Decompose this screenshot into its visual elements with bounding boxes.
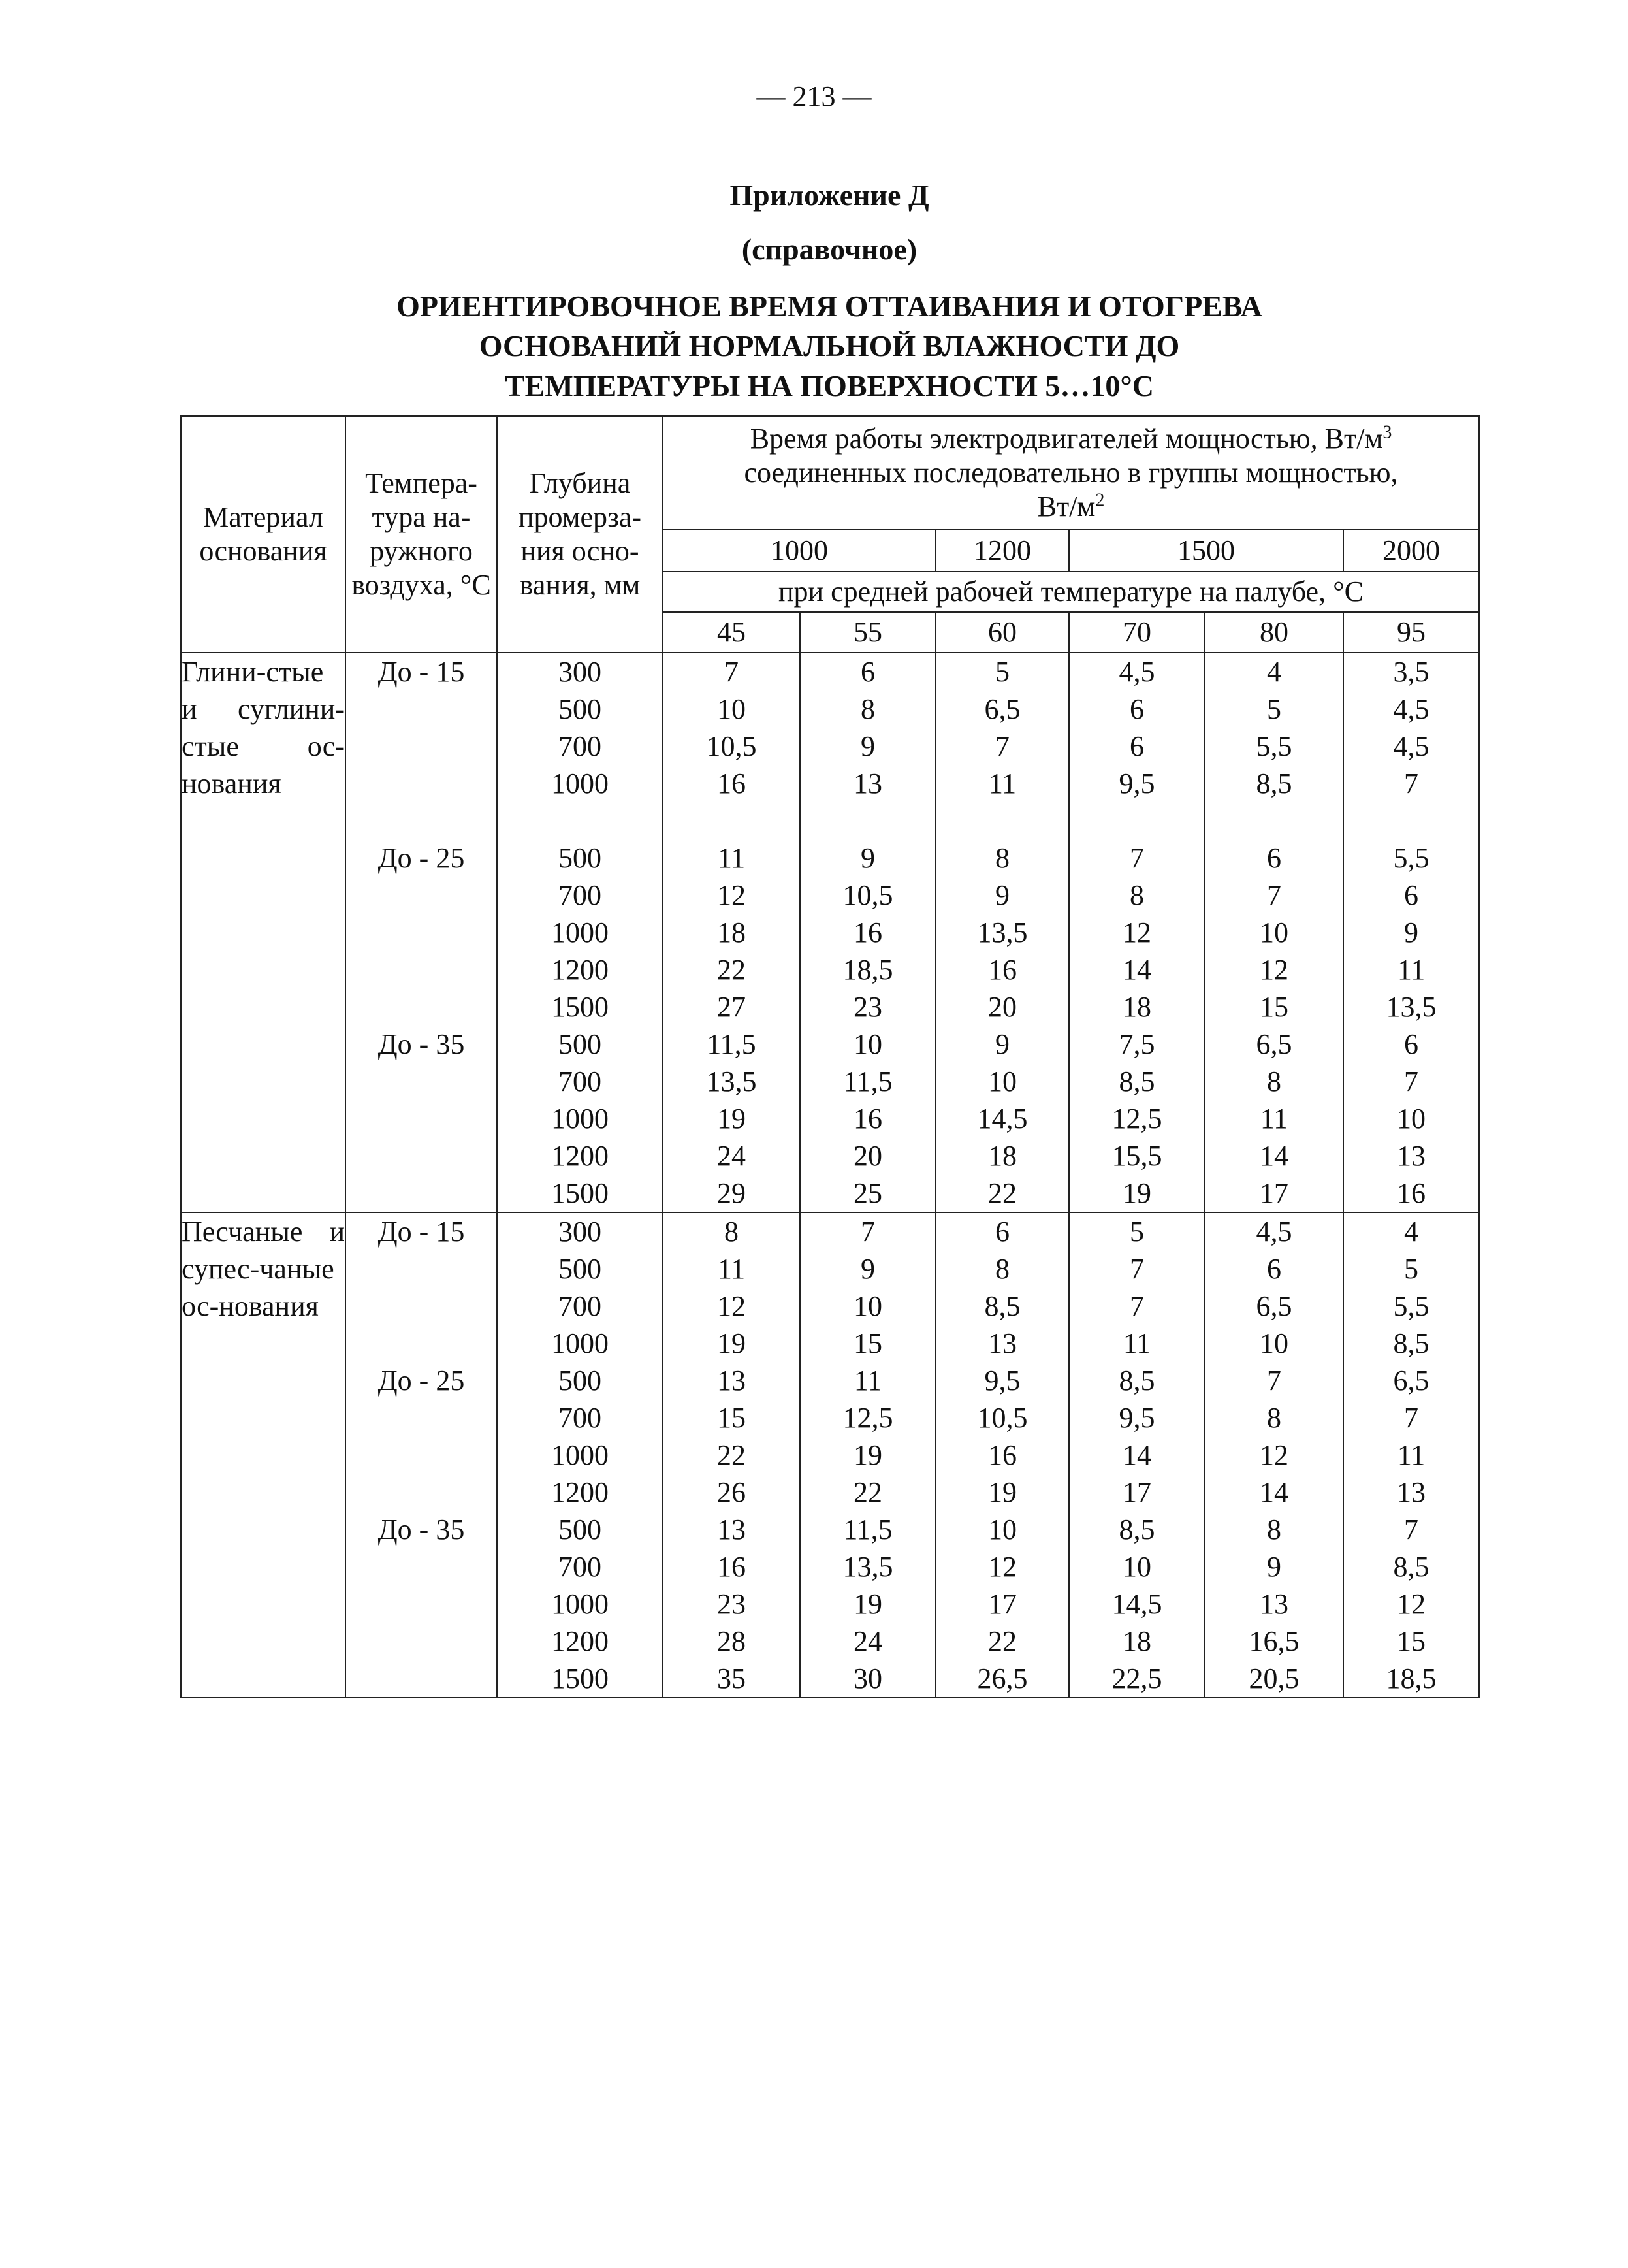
time-value: 13,5 [842,1551,893,1583]
depth-value: 500 [558,1365,601,1397]
time-value: 12 [717,879,746,911]
time-value: 8 [1130,879,1144,911]
header-deck-temperature: 80 [1205,612,1343,653]
time-value: 10,5 [977,1402,1028,1434]
time-value: 10 [988,1514,1017,1546]
time-value: 28 [717,1625,746,1657]
time-value: 16 [1397,1177,1426,1209]
thawing-time-table [180,415,1480,1698]
header-power-group: 2000 [1343,530,1479,572]
appendix-subtitle: (справочное) [741,233,918,266]
depth-value: 1000 [551,1103,609,1135]
time-value: 19 [854,1439,882,1471]
time-value: 8 [861,693,875,725]
time-value: 19 [717,1327,746,1359]
depth-value: 500 [558,693,601,725]
time-value: 9 [861,842,875,874]
depth-value: 1000 [551,916,609,948]
header-deck-temperature: 95 [1343,612,1479,653]
time-value: 11 [1260,1103,1288,1135]
time-value: 6,5 [1256,1028,1292,1060]
time-value: 20 [854,1140,882,1172]
time-value: 16 [717,768,746,800]
time-cell [1069,653,1205,1212]
time-value: 25 [854,1177,882,1209]
air-temperature-label: До - 35 [377,1514,465,1546]
depth-value: 700 [558,879,601,911]
time-value: 17 [1260,1177,1288,1209]
time-value: 7 [1130,1253,1144,1285]
time-value: 8 [995,1253,1010,1285]
time-value: 13 [854,768,882,800]
depth-value: 700 [558,1065,601,1097]
time-value: 10 [854,1290,882,1322]
time-value: 26,5 [977,1662,1028,1694]
time-value: 7 [1404,1065,1419,1097]
time-value: 13 [717,1514,746,1546]
time-value: 12 [988,1551,1017,1583]
depth-value: 700 [558,1290,601,1322]
time-value: 12 [717,1290,746,1322]
depth-value: 1200 [551,954,609,986]
air-temperature-cell [345,1212,497,1698]
time-value: 19 [1123,1177,1151,1209]
time-value: 9 [995,1028,1010,1060]
time-value: 6 [1404,1028,1419,1060]
depth-cell [497,653,663,1212]
time-value: 10 [1260,1327,1288,1359]
time-value: 8,5 [1119,1514,1155,1546]
time-value: 3,5 [1393,656,1429,688]
time-value: 12 [1260,954,1288,986]
time-cell [663,1212,800,1698]
time-value: 22 [717,954,746,986]
time-value: 6,5 [984,693,1021,725]
time-value: 23 [717,1588,746,1620]
document-title-line-2: ОСНОВАНИЙ НОРМАЛЬНОЙ ВЛАЖНОСТИ ДО [479,329,1180,363]
time-value: 6 [1267,842,1281,874]
time-value: 9 [995,879,1010,911]
time-value: 18 [988,1140,1017,1172]
time-cell [1343,1212,1479,1698]
time-value: 13 [1397,1476,1426,1508]
time-value: 18,5 [1386,1662,1437,1694]
time-value: 24 [854,1625,882,1657]
time-value: 8 [724,1216,739,1248]
time-value: 18,5 [842,954,893,986]
header-average-temperature: при средней рабочей температуре на палубе, °С [663,572,1479,612]
time-value: 12,5 [842,1402,893,1434]
time-value: 11 [854,1365,882,1397]
time-value: 7 [1130,842,1144,874]
time-value: 15 [854,1327,882,1359]
time-value: 7 [861,1216,875,1248]
header-work-time-line-3: Вт/м [1037,491,1096,523]
time-value: 8,5 [1119,1065,1155,1097]
time-value: 22 [988,1625,1017,1657]
time-value: 16 [988,954,1017,986]
time-value: 5 [1404,1253,1419,1285]
air-temperature-label: До - 35 [377,1028,465,1060]
time-value: 13,5 [977,916,1028,948]
header-freezing-depth: Глубина промерза-ния осно-вания, мм [497,416,663,653]
appendix-title: Приложение Д [729,178,929,212]
time-value: 26 [717,1476,746,1508]
time-value: 4,5 [1393,693,1429,725]
time-value: 5 [1130,1216,1144,1248]
page-number: — 213 — [756,80,872,112]
time-cell [1205,653,1343,1212]
time-value: 6 [1130,693,1144,725]
time-value: 11 [1397,954,1426,986]
depth-value: 500 [558,1028,601,1060]
time-value: 11,5 [707,1028,756,1060]
header-work-time-superscript: 3 [1382,422,1392,443]
depth-value: 1000 [551,768,609,800]
document-title [0,286,1628,406]
time-value: 10 [1123,1551,1151,1583]
time-value: 5,5 [1393,842,1429,874]
time-value: 6 [1130,730,1144,762]
time-value: 10,5 [706,730,757,762]
time-value: 10,5 [842,879,893,911]
time-value: 10 [717,693,746,725]
time-value: 35 [717,1662,746,1694]
time-value: 10 [1397,1103,1426,1135]
depth-value: 500 [558,1253,601,1285]
material-group-row [181,1212,1479,1698]
time-value: 18 [1123,991,1151,1023]
time-value: 7 [1404,1402,1419,1434]
time-value: 19 [854,1588,882,1620]
header-deck-temperature: 70 [1069,612,1205,653]
time-value: 16 [988,1439,1017,1471]
header-power-group: 1500 [1069,530,1343,572]
time-value: 6 [995,1216,1010,1248]
time-value: 12,5 [1111,1103,1162,1135]
time-cell [1069,1212,1205,1698]
time-value: 9,5 [1119,768,1155,800]
depth-value: 500 [558,1514,601,1546]
time-value: 16 [854,916,882,948]
document-title-line-1: ОРИЕНТИРОВОЧНОЕ ВРЕМЯ ОТТАИВАНИЯ И ОТОГРЕВА [396,289,1262,323]
time-value: 10 [988,1065,1017,1097]
time-value: 9 [1404,916,1419,948]
time-value: 9,5 [984,1365,1021,1397]
depth-value: 1000 [551,1327,609,1359]
time-value: 4 [1267,656,1281,688]
time-value: 14 [1260,1476,1288,1508]
time-value: 20,5 [1249,1662,1300,1694]
air-temperature-label: До - 15 [377,1216,465,1248]
time-value: 14 [1260,1140,1288,1172]
time-value: 5 [995,656,1010,688]
header-power-group: 1200 [936,530,1069,572]
air-temperature-label: До - 25 [377,842,465,874]
depth-value: 1000 [551,1439,609,1471]
time-value: 9 [1267,1551,1281,1583]
time-value: 27 [717,991,746,1023]
depth-value: 300 [558,656,601,688]
header-deck-temperature: 55 [800,612,936,653]
time-value: 13 [988,1327,1017,1359]
air-temperature-cell [345,653,497,1212]
time-value: 7 [724,656,739,688]
time-value: 19 [717,1103,746,1135]
time-value: 12 [1397,1588,1426,1620]
time-value: 14 [1123,1439,1151,1471]
time-value: 22 [854,1476,882,1508]
time-value: 14 [1123,954,1151,986]
time-cell [936,653,1069,1212]
header-work-time-superscript-2: 2 [1095,490,1105,511]
time-value: 15 [1397,1625,1426,1657]
time-value: 8 [1267,1402,1281,1434]
time-value: 5,5 [1393,1290,1429,1322]
time-value: 16,5 [1249,1625,1300,1657]
time-cell [1343,653,1479,1212]
depth-value: 1200 [551,1140,609,1172]
time-value: 7 [1130,1290,1144,1322]
time-value: 17 [1123,1476,1151,1508]
time-value: 9,5 [1119,1402,1155,1434]
depth-value: 700 [558,1402,601,1434]
time-value: 14,5 [977,1103,1028,1135]
time-cell [800,1212,936,1698]
time-value: 15,5 [1111,1140,1162,1172]
time-cell [1205,1212,1343,1698]
time-value: 30 [854,1662,882,1694]
time-value: 19 [988,1476,1017,1508]
time-value: 4 [1404,1216,1419,1248]
time-value: 6 [861,656,875,688]
depth-value: 500 [558,842,601,874]
time-value: 12 [1123,916,1151,948]
time-value: 8,5 [1119,1365,1155,1397]
time-value: 7 [1267,879,1281,911]
time-value: 18 [1123,1625,1151,1657]
time-value: 4,5 [1256,1216,1292,1248]
time-value: 8 [1267,1514,1281,1546]
time-value: 15 [1260,991,1288,1023]
depth-value: 300 [558,1216,601,1248]
header-material: Материал основания [181,416,345,653]
depth-value: 700 [558,1551,601,1583]
time-value: 13,5 [706,1065,757,1097]
depth-value: 1500 [551,1177,609,1209]
time-value: 15 [717,1402,746,1434]
time-value: 22 [988,1177,1017,1209]
material-group-row [181,653,1479,1212]
time-value: 13 [717,1365,746,1397]
time-value: 8,5 [1393,1551,1429,1583]
time-value: 18 [717,916,746,948]
time-value: 14,5 [1111,1588,1162,1620]
time-value: 11,5 [843,1514,893,1546]
time-value: 7 [995,730,1010,762]
time-value: 16 [717,1551,746,1583]
depth-cell [497,1212,663,1698]
time-value: 10 [1260,916,1288,948]
header-deck-temperature: 60 [936,612,1069,653]
time-value: 7 [1267,1365,1281,1397]
document-title-line-3: ТЕМПЕРАТУРЫ НА ПОВЕРХНОСТИ 5…10°С [504,369,1155,402]
time-cell [663,653,800,1212]
header-air-temperature: Темпера-тура на-ружного воздуха, °С [345,416,497,653]
time-value: 6,5 [1393,1365,1429,1397]
time-value: 11,5 [843,1065,893,1097]
time-value: 7 [1404,768,1419,800]
depth-value: 1200 [551,1476,609,1508]
time-value: 7 [1404,1514,1419,1546]
header-power-group: 1000 [663,530,936,572]
time-value: 10 [854,1028,882,1060]
air-temperature-label: До - 15 [377,656,465,688]
header-work-time-line-2: соединенных последовательно в группы мощностью, [744,457,1398,489]
depth-value: 1500 [551,1662,609,1694]
time-value: 4,5 [1119,656,1155,688]
time-value: 8 [995,842,1010,874]
time-value: 29 [717,1177,746,1209]
material-cell: Глини-стые и суглини-стые ос-нования [181,653,345,1212]
time-cell [800,653,936,1212]
time-value: 6,5 [1256,1290,1292,1322]
material-cell: Песчаные и супес-чаные ос-нования [181,1212,345,1698]
time-value: 22 [717,1439,746,1471]
depth-value: 1200 [551,1625,609,1657]
time-value: 8,5 [984,1290,1021,1322]
time-value: 6 [1404,879,1419,911]
header-work-time-line-1: Время работы электродвигателей мощностью, Вт/м [750,423,1383,455]
time-value: 13,5 [1386,991,1437,1023]
time-value: 11 [717,1253,746,1285]
time-value: 5,5 [1256,730,1292,762]
time-value: 9 [861,1253,875,1285]
time-value: 7,5 [1119,1028,1155,1060]
time-value: 5 [1267,693,1281,725]
time-value: 4,5 [1393,730,1429,762]
time-value: 16 [854,1103,882,1135]
depth-value: 700 [558,730,601,762]
time-value: 13 [1260,1588,1288,1620]
time-value: 6 [1267,1253,1281,1285]
time-value: 17 [988,1588,1017,1620]
time-value: 23 [854,991,882,1023]
time-value: 8 [1267,1065,1281,1097]
time-value: 24 [717,1140,746,1172]
time-value: 20 [988,991,1017,1023]
time-value: 8,5 [1256,768,1292,800]
depth-value: 1500 [551,991,609,1023]
time-cell [936,1212,1069,1698]
table-body [181,653,1479,1698]
time-value: 11 [1123,1327,1151,1359]
time-value: 8,5 [1393,1327,1429,1359]
header-deck-temperature: 45 [663,612,800,653]
depth-value: 1000 [551,1588,609,1620]
time-value: 11 [1397,1439,1426,1471]
air-temperature-label: До - 25 [377,1365,465,1397]
time-value: 13 [1397,1140,1426,1172]
time-value: 11 [988,768,1017,800]
header-work-time [663,416,1479,530]
time-value: 12 [1260,1439,1288,1471]
time-value: 11 [717,842,746,874]
time-value: 22,5 [1111,1662,1162,1694]
time-value: 9 [861,730,875,762]
